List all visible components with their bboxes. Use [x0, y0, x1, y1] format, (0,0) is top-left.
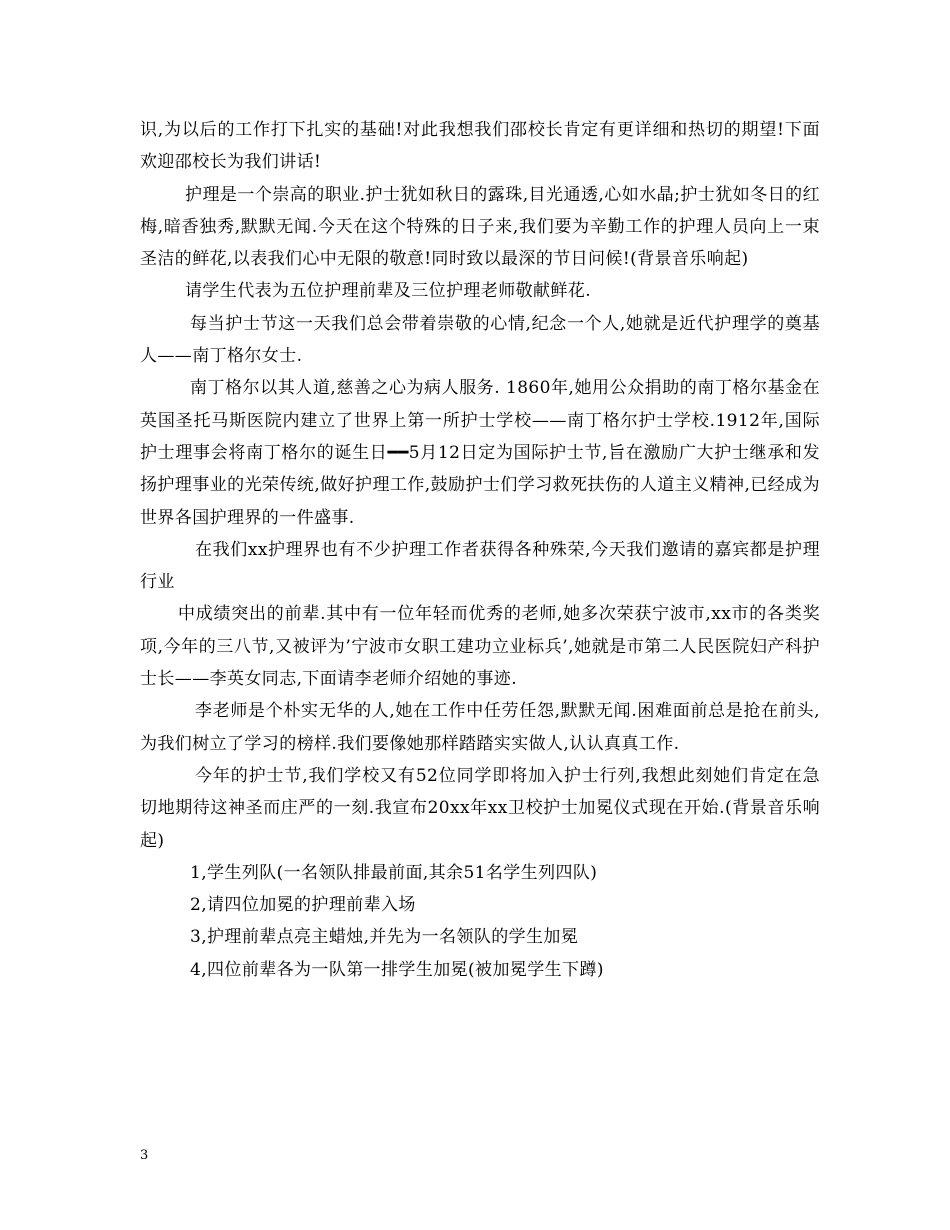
- paragraph-nursing-profession: 护理是一个崇高的职业.护士犹如秋日的露珠,目光通透,心如水晶;护士犹如冬日的红梅,暗香独秀,默默无闻.今天在这个特殊的日子来,我们要为辛勤工作的护理人员向上一束圣洁的鲜花,以表我们心中无限的敬意!同时致以最深的节日问候!(背景音乐响起): [140, 184, 820, 270]
- list-item-step-2: 2,请四位加冕的护理前辈入场: [190, 895, 416, 916]
- page-number: 3: [140, 1148, 149, 1163]
- paragraph-outstanding-teacher: 中成绩突出的前辈.其中有一位年轻而优秀的老师,她多次荣获宁波市,xx市的各类奖项,今年的三八节,又被评为’宁波市女职工建功立业标兵’,她就是市第二人民医院妇产科护士长——李英女同志,下面请李老师介绍她的事迹.: [140, 604, 820, 690]
- paragraph-nightingale-history: 南丁格尔以其人道,慈善之心为病人服务. 1860年,她用公众捐助的南丁格尔基金在英国圣托马斯医院内建立了世界上第一所护士学校——南丁格尔护士学校.1912年,国际护士理事会将南丁格尔的诞生日━━5月12日定为国际护士节,旨在激励广大护士继承和发扬护理事业的光荣传统,做好护理工作,鼓励护士们学习救死扶伤的人道主义精神,已经成为世界各国护理界的一件盛事.: [140, 378, 820, 528]
- paragraph-teacher-li: 李老师是个朴实无华的人,她在工作中任劳任怨,默默无闻.困难面前总是抢在前头,为我们树立了学习的榜样.我们要像她那样踏踏实实做人,认认真真工作.: [140, 701, 820, 754]
- paragraph-opening: 识,为以后的工作打下扎实的基础!对此我想我们邵校长肯定有更详细和热切的期望!下面欢迎邵校长为我们讲话!: [140, 120, 820, 173]
- list-item-step-1: 1,学生列队(一名领队排最前面,其余51名学生列四队): [190, 862, 598, 883]
- paragraph-nightingale-intro: 每当护士节这一天我们总会带着崇敬的心情,纪念一个人,她就是近代护理学的奠基人——南丁格尔女士.: [140, 313, 820, 367]
- paragraph-capping-ceremony: 今年的护士节,我们学校又有52位同学即将加入护士行列,我想此刻她们肯定在急切地期待这神圣而庄严的一刻.我宣布20xx年xx卫校护士加冕仪式现在开始.(背景音乐响起): [140, 765, 820, 851]
- document-body: [140, 114, 820, 986]
- paragraph-present-flowers: 请学生代表为五位护理前辈及三位护理老师敬献鲜花.: [185, 281, 592, 302]
- paragraph-honored-guests: 在我们xx护理界也有不少护理工作者获得各种殊荣,今天我们邀请的嘉宾都是护理行业: [140, 539, 820, 593]
- list-item-step-3: 3,护理前辈点亮主蜡烛,并先为一名领队的学生加冕: [190, 927, 579, 948]
- list-item-step-4: 4,四位前辈各为一队第一排学生加冕(被加冕学生下蹲): [190, 959, 604, 980]
